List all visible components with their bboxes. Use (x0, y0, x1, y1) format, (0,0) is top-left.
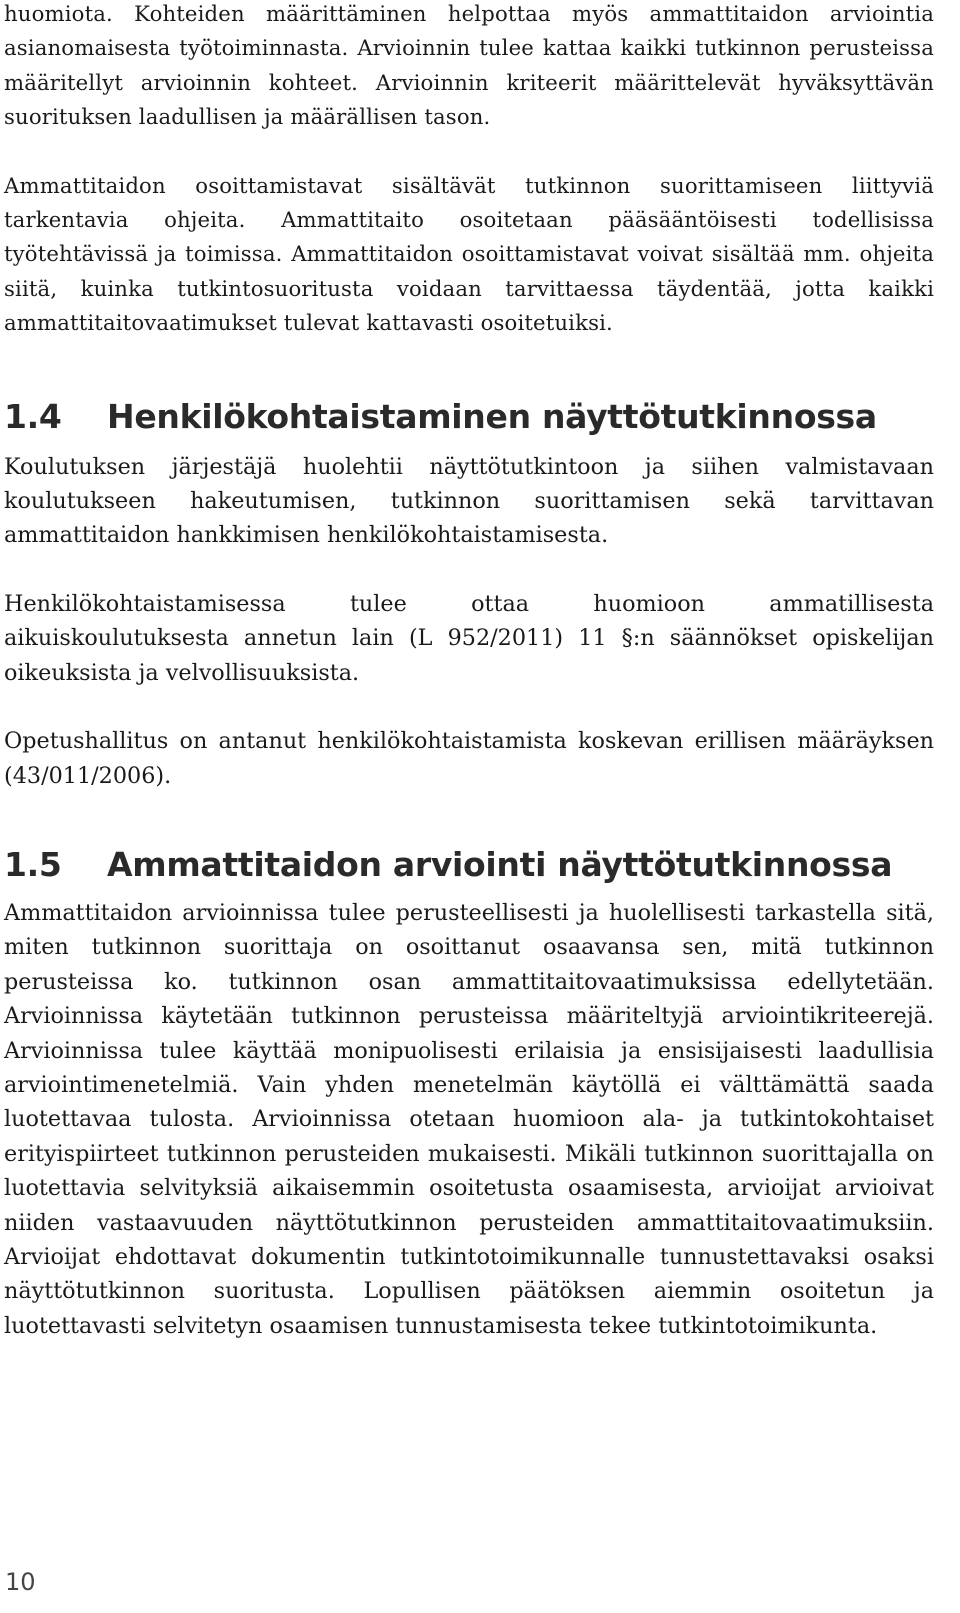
paragraph-intro-continuation: huomiota. Kohteiden määrittäminen helpottaa myös ammattitaidon arviointia asianomaisesta työtoiminnasta. Arvioinnin tulee kattaa kaikki tutkinnon perusteissa määritellyt arvioinnin kohteet. Arvioinnin kriteerit määrittelevät hyväksyttävän suorituksen laadullisen ja määrällisen tason. (4, 1, 934, 130)
page-number: 10 (5, 1568, 36, 1596)
section-number: 1.5 (4, 844, 62, 884)
paragraph-personalisation-3: Opetushallitus on antanut henkilökohtaistamista koskevan erillisen määräyksen (43/011/2006). (4, 728, 934, 789)
section-heading-1-4 (4, 397, 934, 436)
section-title: Henkilökohtaistaminen näyttötutkinnossa (107, 396, 877, 436)
paragraph-personalisation-2: Henkilökohtaistamisessa tulee ottaa huomioon ammatillisesta aikuiskoulutuksesta annetun lain (L 952/2011) 11 §:n säännökset opiskelijan oikeuksista ja velvollisuuksista. (4, 590, 934, 686)
paragraph-personalisation-1: Koulutuksen järjestäjä huolehtii näyttötutkintoon ja siihen valmistavaan koulutukseen hakeutumisen, tutkinnon suorittamisen sekä tarvittavan ammattitaidon hankkimisen henkilökohtaistamisesta. (4, 453, 934, 549)
section-title: Ammattitaidon arviointi näyttötutkinnossa (107, 844, 893, 884)
paragraph-assessment: Ammattitaidon arvioinnissa tulee perusteellisesti ja huolellisesti tarkastella sitä, miten tutkinnon suorittaja on osoittanut osaavansa sen, mitä tutkinnon perusteissa ko. tutkinnon osan ammattitaitovaatimuksissa edellytetään. Arvioinnissa käytetään tutkinnon perusteissa määriteltyjä arviointikriteerejä. Arvioinnissa tulee käyttää monipuolisesti erilaisia ja ensisijaisesti laadullisia arviointimenetelmiä. Vain yhden menetelmän käytöllä ei välttämättä saada luotettavaa tulosta. Arvioinnissa otetaan huomioon ala- ja tutkintokohtaiset erityispiirteet tutkinnon perusteiden mukaisesti. Mikäli tutkinnon suorittajalla on luotettavia selvityksiä aikaisemmin osoitetusta osaamisesta, arvioijat arvioivat niiden vastaavuuden näyttötutkinnon perusteiden ammattitaitovaatimuksiin. Arvioijat ehdottavat dokumentin tutkintotoimikunnalle tunnustettavaksi osaksi näyttötutkinnon suoritusta. Lopullisen päätöksen aiemmin osoitetun ja luotettavasti selvitetyn osaamisen tunnustamisesta tekee tutkintotoimikunta. (4, 899, 934, 1339)
section-number: 1.4 (4, 396, 62, 436)
section-heading-1-5 (4, 845, 934, 884)
paragraph-demonstration-methods: Ammattitaidon osoittamistavat sisältävät tutkinnon suorittamiseen liittyviä tarkentavia ohjeita. Ammattitaito osoitetaan pääsääntöisesti todellisissa työtehtävissä ja toimissa. Ammattitaidon osoittamistavat voivat sisältää mm. ohjeita siitä, kuinka tutkintosuoritusta voidaan tarvittaessa täydentää, jotta kaikki ammattitaitovaatimukset tulevat kattavasti osoitetuiksi. (4, 172, 934, 336)
document-page (4, 0, 934, 1343)
